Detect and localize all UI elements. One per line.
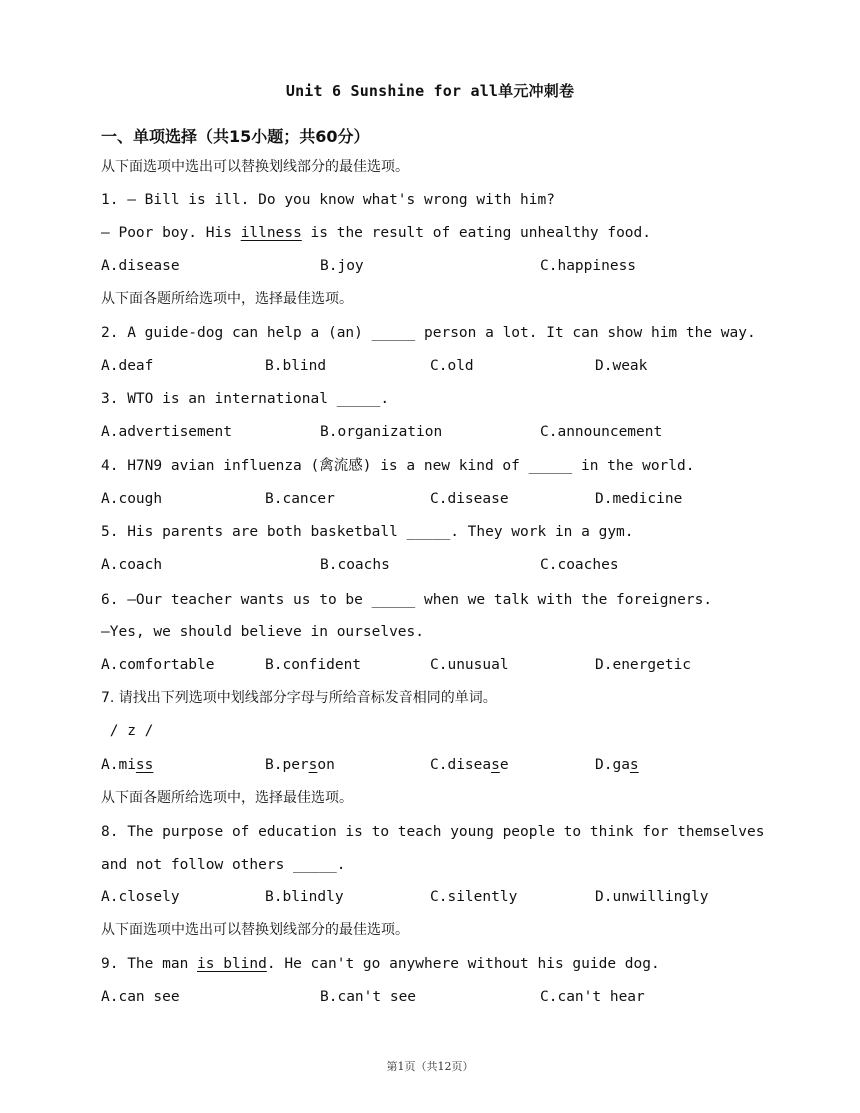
q6-option-a: A.comfortable [101, 657, 215, 673]
instruction-replace-2: 从下面选项中选出可以替换划线部分的最佳选项。 [101, 922, 409, 938]
q4-option-c: C.disease [430, 491, 509, 507]
q8-option-b: B.blindly [265, 889, 344, 905]
q7-c-pre: C.disea [430, 757, 492, 773]
question-1-text: 1. — Bill is ill. Do you know what's wrong with him? [101, 192, 555, 208]
q6-option-b: B.confident [265, 657, 362, 673]
q7-c-post: e [499, 757, 509, 773]
q7-option-b [265, 755, 335, 775]
q1-option-b: B.joy [320, 258, 364, 274]
q7-b-pre: B.per [265, 757, 309, 773]
q7-a-pre: A.mi [101, 757, 136, 773]
q3-option-c: C.announcement [540, 424, 663, 440]
instruction-replace: 从下面选项中选出可以替换划线部分的最佳选项。 [101, 159, 409, 175]
document-title: Unit 6 Sunshine for all单元冲刺卷 [285, 82, 575, 100]
question-8-text-cont: and not follow others _____. [101, 857, 346, 873]
question-2-text: 2. A guide-dog can help a (an) _____ person a lot. It can show him the way. [101, 325, 756, 341]
q7-b-post: on [317, 757, 335, 773]
q4-option-a: A.cough [101, 491, 163, 507]
q8-option-c: C.silently [430, 889, 518, 905]
question-3-text: 3. WTO is an international _____. [101, 391, 390, 407]
q9-post: . He can't go anywhere without his guide dog. [266, 956, 660, 972]
q2-option-d: D.weak [595, 358, 648, 374]
q2-option-b: B.blind [265, 358, 327, 374]
q7-d-pre: D.ga [595, 757, 630, 773]
q9-option-c: C.can't hear [540, 989, 645, 1005]
question-9-text [101, 954, 660, 974]
question-1-reply [101, 223, 651, 243]
question-4-text: 4. H7N9 avian influenza (禽流感) is a new kind of _____ in the world. [101, 458, 695, 474]
q6-option-c: C.unusual [430, 657, 509, 673]
q2-option-c: C.old [430, 358, 474, 374]
q7-option-c [430, 755, 509, 775]
question-6-text: 6. —Our teacher wants us to be _____ when we talk with the foreigners. [101, 592, 713, 608]
q3-option-a: A.advertisement [101, 424, 232, 440]
q2-option-a: A.deaf [101, 358, 154, 374]
q4-option-d: D.medicine [595, 491, 683, 507]
q5-option-a: A.coach [101, 557, 163, 573]
q9-option-b: B.can't see [320, 989, 417, 1005]
question-7-text: 7. 请找出下列选项中划线部分字母与所给音标发音相同的单词。 [101, 690, 497, 706]
q7-d-underline: s [629, 757, 639, 773]
q7-c-underline: s [491, 757, 500, 773]
q7-b-underline: s [308, 757, 318, 773]
q1-option-c: C.happiness [540, 258, 637, 274]
q7-a-underline: ss [135, 757, 154, 773]
q4-option-b: B.cancer [265, 491, 335, 507]
q1-option-a: A.disease [101, 258, 180, 274]
q9-option-a: A.can see [101, 989, 180, 1005]
instruction-choose: 从下面各题所给选项中，选择最佳选项。 [101, 291, 353, 307]
q5-option-c: C.coaches [540, 557, 619, 573]
q6-option-d: D.energetic [595, 657, 692, 673]
q8-option-d: D.unwillingly [595, 889, 709, 905]
q1-underlined-word: illness [240, 225, 302, 241]
q1-reply-pre: — Poor boy. His [101, 225, 241, 241]
question-8-text: 8. The purpose of education is to teach young people to think for themselves [101, 824, 765, 840]
q3-option-b: B.organization [320, 424, 443, 440]
question-7-phonetic: / z / [101, 723, 154, 739]
question-6-reply: —Yes, we should believe in ourselves. [101, 624, 425, 640]
q8-option-a: A.closely [101, 889, 180, 905]
q9-pre: 9. The man [101, 956, 198, 972]
q9-underlined-phrase: is blind [197, 956, 267, 972]
page-footer: 第1页（共12页） [386, 1060, 474, 1073]
instruction-choose-2: 从下面各题所给选项中，选择最佳选项。 [101, 790, 353, 806]
q5-option-b: B.coachs [320, 557, 390, 573]
q7-option-a [101, 755, 153, 775]
section-heading: 一、单项选择（共15小题；共60分） [101, 127, 370, 146]
question-5-text: 5. His parents are both basketball _____. They work in a gym. [101, 524, 634, 540]
q1-reply-post: is the result of eating unhealthy food. [301, 225, 651, 241]
q7-option-d [595, 755, 639, 775]
